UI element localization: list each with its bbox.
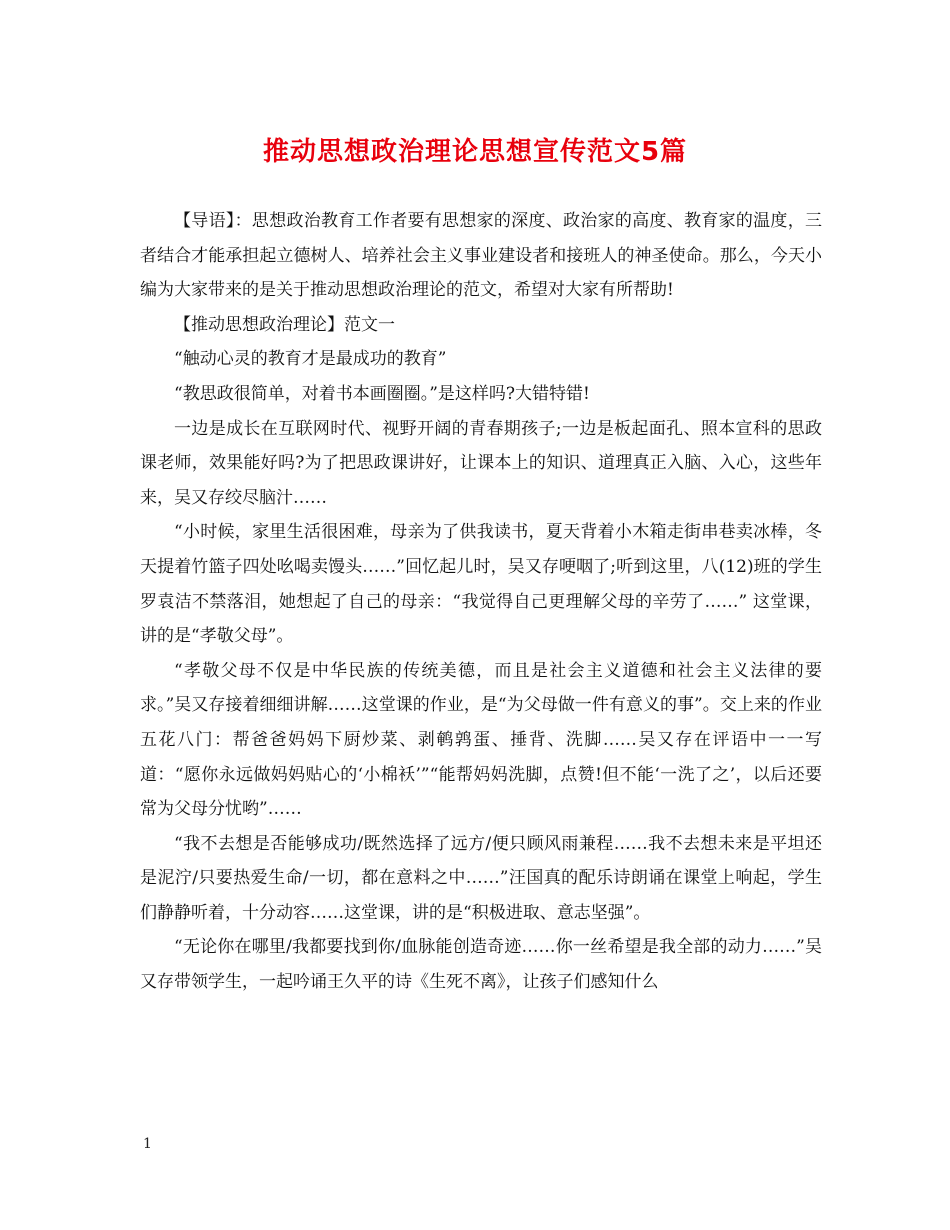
- page-number: 1: [143, 1136, 152, 1152]
- paragraph: “孝敬父母不仅是中华民族的传统美德，而且是社会主义道德和社会主义法律的要求。”吴又存接着细细讲解……这堂课的作业，是“为父母做一件有意义的事”。交上来的作业五花八门：帮爸爸妈妈下厨炒菜、剥鹌鹑蛋、捶背、洗脚……吴又存在评语中一一写道：“愿你永远做妈妈贴心的‘小棉袄’”“能帮妈妈洗脚，点赞!但不能‘一洗了之’，以后还要常为父母分忧哟”……: [140, 660, 822, 820]
- document-title: 推动思想政治理论思想宣传范文5篇: [262, 137, 688, 167]
- paragraph: “小时候，家里生活很困难，母亲为了供我读书，夏天背着小木箱走街串巷卖冰棒，冬天提着竹篮子四处吆喝卖馒头……”回忆起儿时，吴又存哽咽了;听到这里，八(12)班的学生罗袁洁不禁落泪，她想起了自己的母亲：“我觉得自己更理解父母的辛劳了……” 这堂课，讲的是“孝敬父母”。: [140, 522, 822, 647]
- paragraph: 一边是成长在互联网时代、视野开阔的青春期孩子;一边是板起面孔、照本宣科的思政课老师，效果能好吗?为了把思政课讲好，让课本上的知识、道理真正入脑、入心，这些年来，吴又存绞尽脑汁……: [140, 418, 822, 508]
- paragraph: “我不去想是否能够成功/既然选择了远方/便只顾风雨兼程……我不去想未来是平坦还是泥泞/只要热爱生命/一切，都在意料之中……”汪国真的配乐诗朗诵在课堂上响起，学生们静静听着，十分动容……这堂课，讲的是“积极进取、意志坚强”。: [140, 833, 822, 923]
- paragraph-section-heading: 【推动思想政治理论】范文一: [174, 314, 395, 335]
- paragraph-intro: 【导语】：思想政治教育工作者要有思想家的深度、政治家的高度、教育家的温度，三者结合才能承担起立德树人、培养社会主义事业建设者和接班人的神圣使命。那么，今天小编为大家带来的是关于推动思想政治理论的范文，希望对大家有所帮助!: [140, 211, 822, 301]
- document-body: [140, 204, 822, 1000]
- paragraph: “教思政很简单，对着书本画圈圈。”是这样吗?大错特错!: [174, 383, 590, 404]
- paragraph: “无论你在哪里/我都要找到你/血脉能创造奇迹……你一丝希望是我全部的动力……”吴又存带领学生，一起吟诵王久平的诗《生死不离》，让孩子们感知什么: [140, 937, 822, 993]
- paragraph-quote-title: “触动心灵的教育才是最成功的教育”: [174, 349, 447, 370]
